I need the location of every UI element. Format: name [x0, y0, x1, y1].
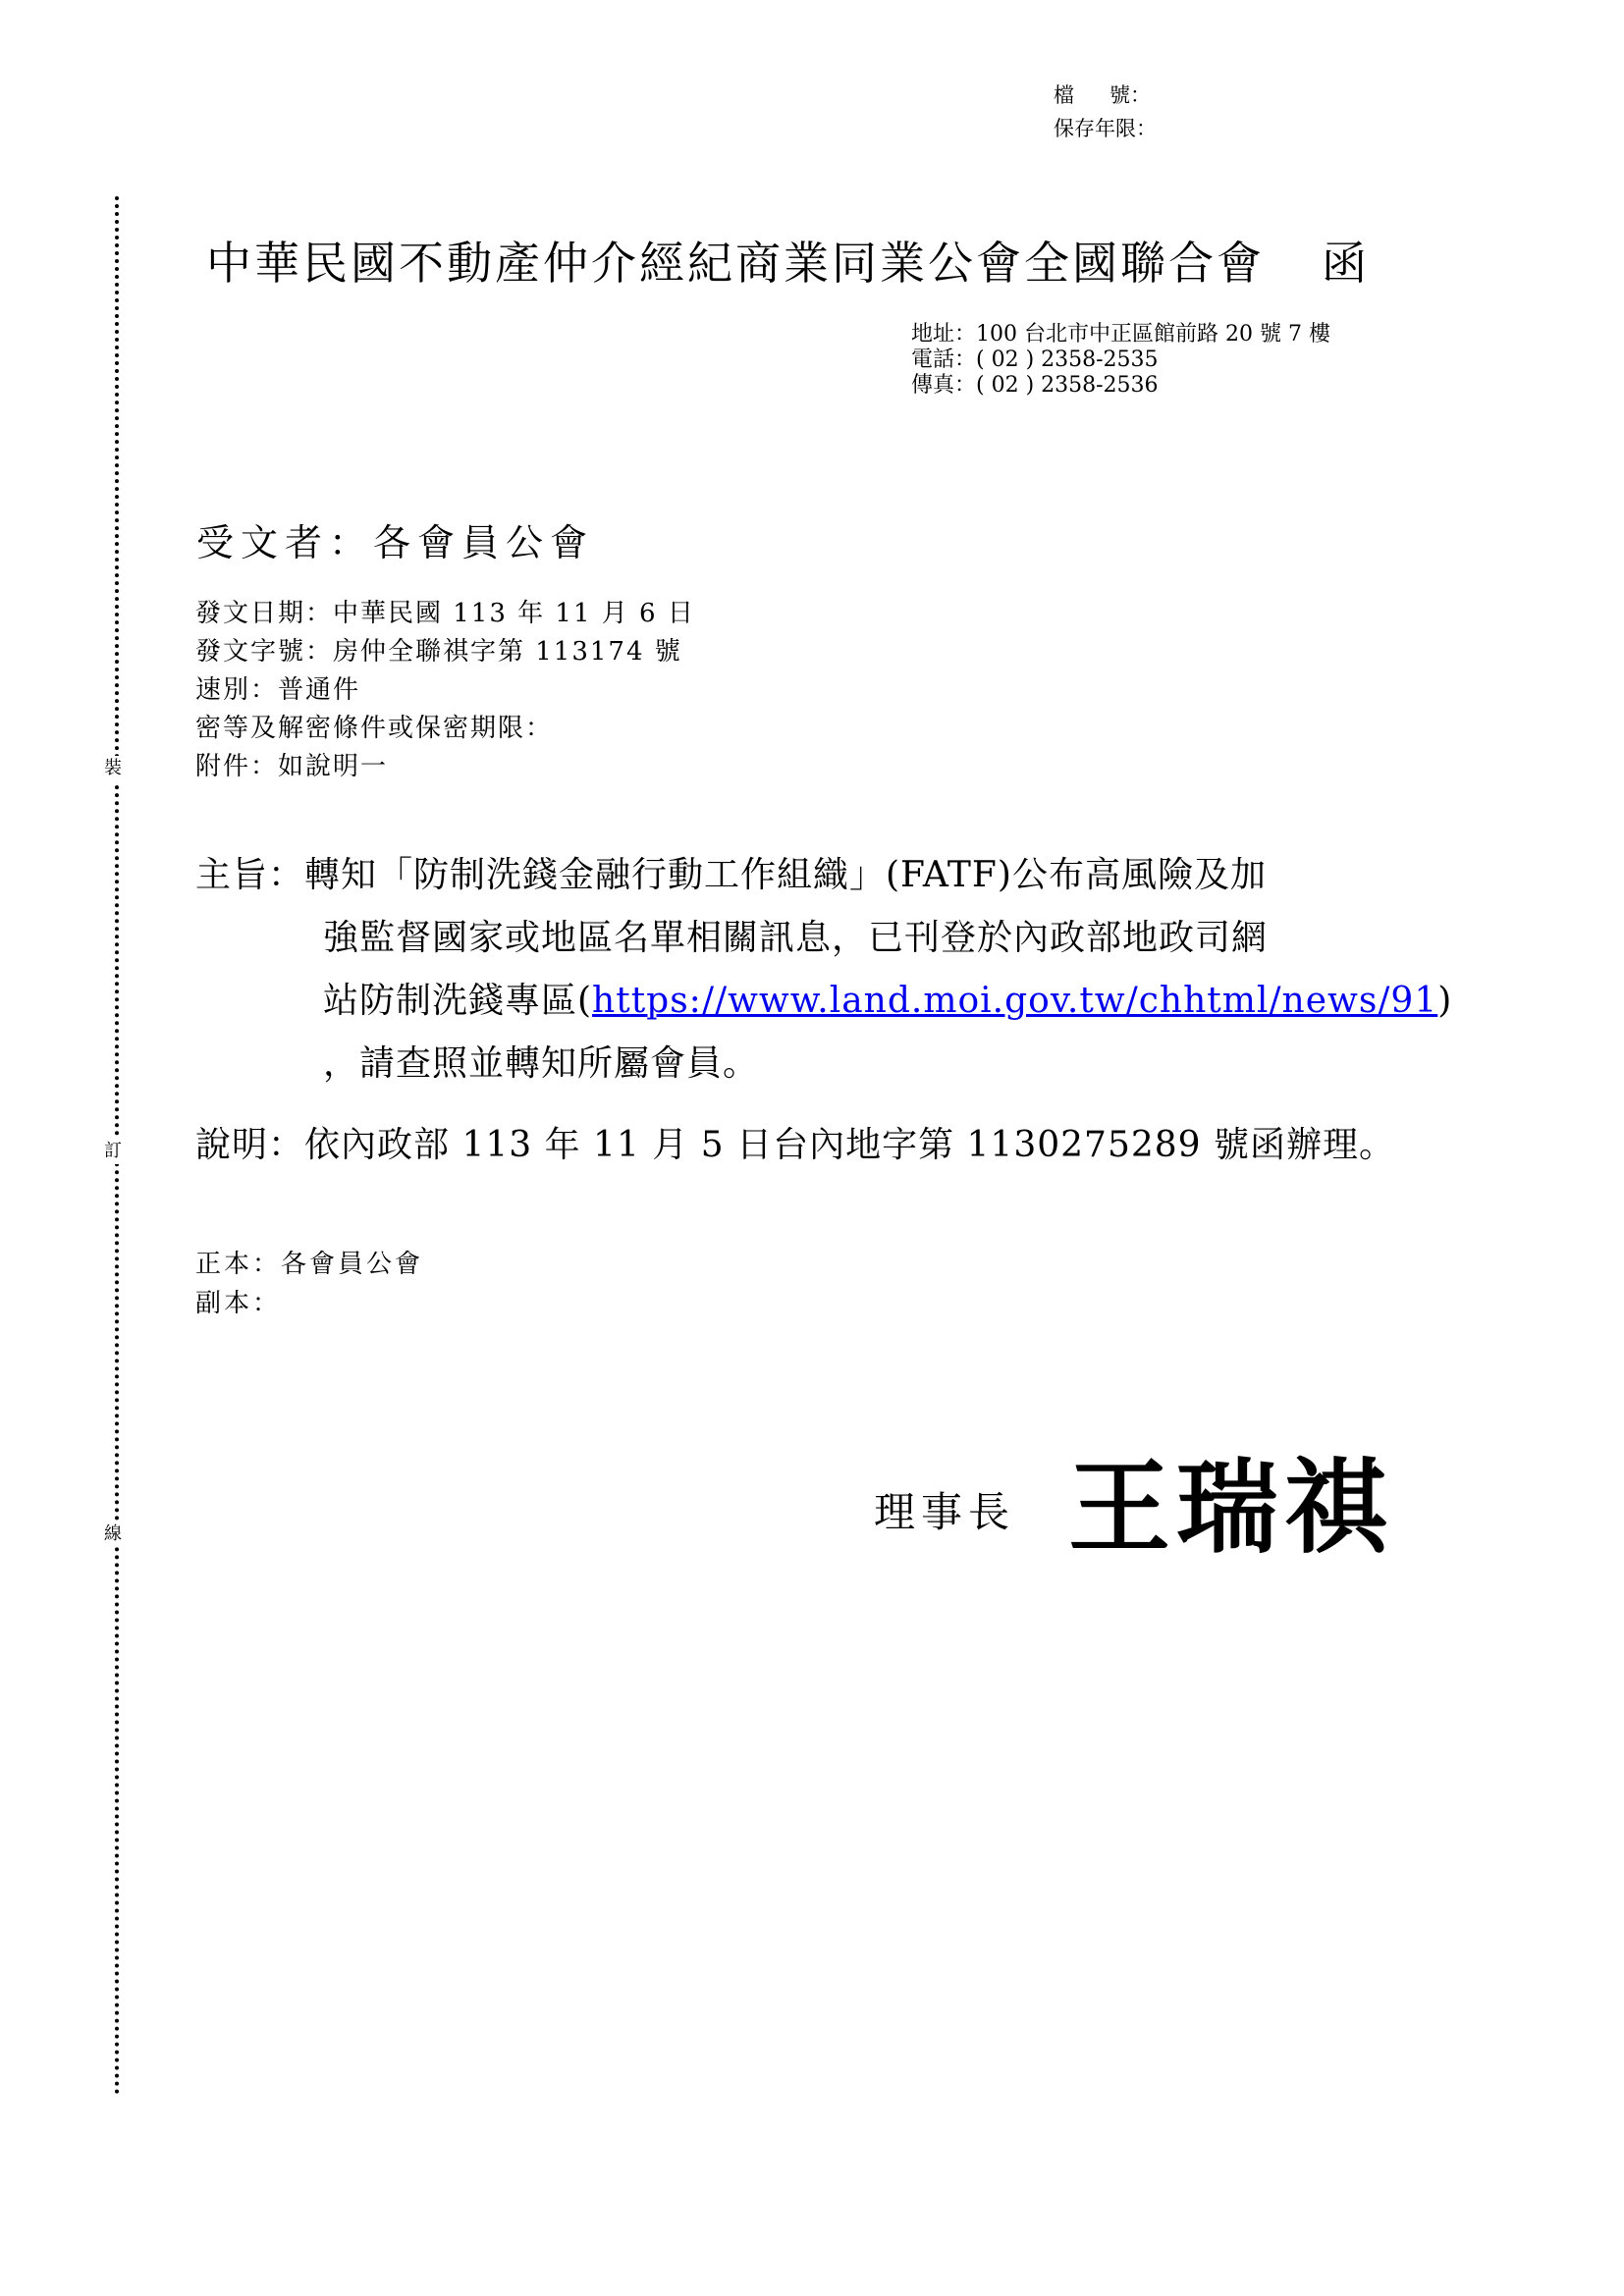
subject-line-3: 站防制洗錢專區(https://www.land.moi.gov.tw/chhtml/news/91) — [323, 981, 1453, 1021]
explanation: 說明：依內政部 113 年 11 月 5 日台內地字第 1130275289 號函辦理。 — [195, 1125, 1396, 1165]
moi-link[interactable]: https://www.land.moi.gov.tw/chhtml/news/91 — [592, 981, 1438, 1021]
subject-line-1: 主旨：轉知「防制洗錢金融行動工作組織」(FATF)公布高風險及加 — [195, 855, 1267, 895]
organization-name: 中華民國不動產仲介經紀商業同業公會全國聯合會 — [206, 237, 1265, 290]
issue-date: 發文日期：中華民國 113 年 11 月 6 日 — [195, 599, 695, 628]
binding-mark-staple: 訂 — [104, 1139, 122, 1164]
binding-mark-line: 線 — [104, 1522, 122, 1547]
retention-period-label: 保存年限： — [1054, 117, 1157, 140]
copy-recipients: 副本： — [195, 1289, 282, 1318]
subject — [195, 844, 1452, 1095]
signatory-title: 理事長 — [874, 1488, 1016, 1536]
confidentiality: 密等及解密條件或保密期限： — [195, 714, 554, 743]
issue-number: 發文字號：房仲全聯祺字第 113174 號 — [195, 637, 682, 667]
phone: 電話：( 02 ) 2358-2535 — [911, 347, 1159, 372]
document-type: 函 — [1322, 237, 1370, 290]
subject-line-2: 強監督國家或地區名單相關訊息，已刊登於內政部地政司網 — [323, 918, 1269, 958]
signatory-name: 王瑞祺 — [1068, 1448, 1393, 1568]
letterhead-title — [206, 228, 1370, 293]
address: 地址：100 台北市中正區館前路 20 號 7 樓 — [911, 322, 1330, 347]
subject-line-4: ，請查照並轉知所屬會員。 — [323, 1043, 760, 1084]
copies — [195, 1245, 423, 1323]
attachment: 附件：如說明一 — [195, 752, 389, 781]
priority: 速別：普通件 — [195, 675, 361, 705]
file-meta — [1054, 79, 1157, 145]
original-recipients: 正本：各會員公會 — [195, 1250, 424, 1279]
fax: 傳真：( 02 ) 2358-2536 — [911, 373, 1159, 398]
binding-mark-bind: 裝 — [104, 756, 122, 781]
file-number-label: 檔號： — [1054, 83, 1151, 107]
document-meta — [195, 595, 695, 786]
recipient: 受文者：各會員公會 — [196, 521, 595, 564]
contact-info — [911, 322, 1330, 399]
